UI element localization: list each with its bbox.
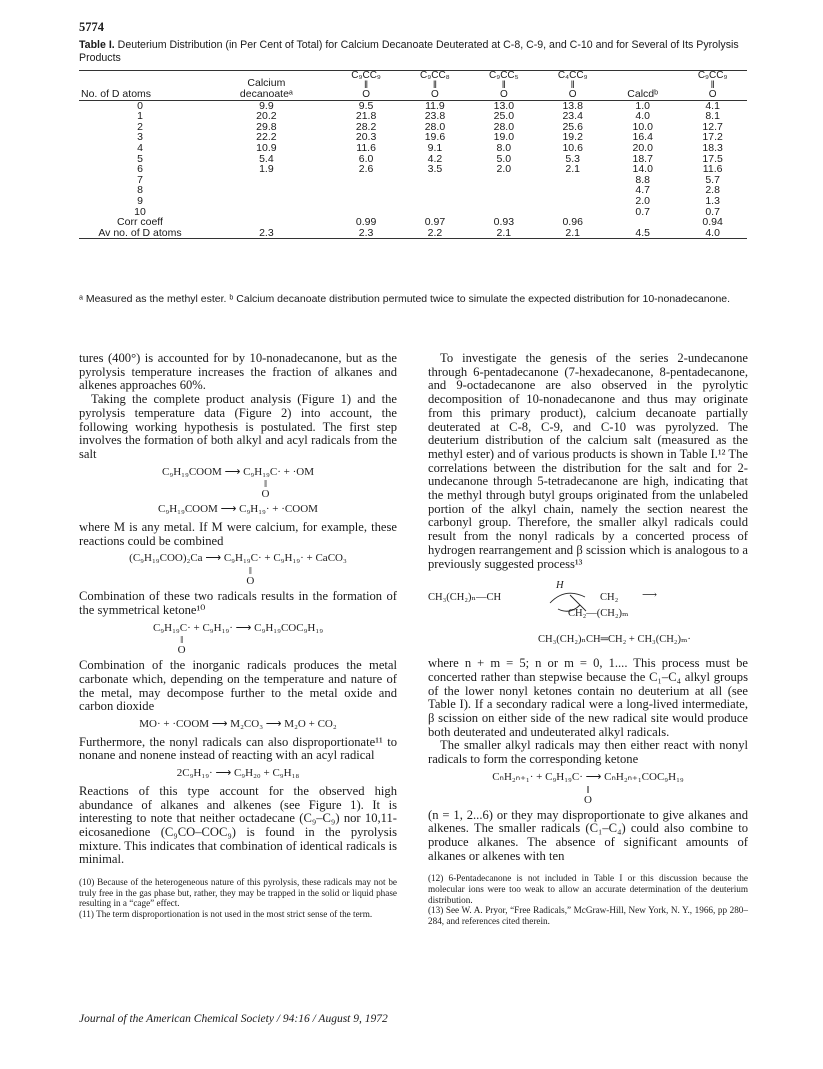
table-cell (201, 207, 332, 218)
row-label: 6 (137, 163, 143, 176)
table-cell (201, 175, 332, 186)
table-cell: 4.0 (635, 110, 650, 123)
table-cell: 2.8 (705, 184, 720, 197)
table-cell: 1.3 (705, 194, 720, 207)
footnote-13: (13) See W. A. Pryor, “Free Radicals,” McGraw-Hill, New York, N. Y., 1966, pp 280–284, and references cited therein. (428, 905, 748, 926)
table-cell: 8.8 (635, 173, 650, 186)
table-cell: 11.9 (425, 99, 445, 112)
row-label: 9 (137, 194, 143, 207)
table-cell (469, 185, 538, 196)
table-cell: 16.4 (632, 131, 653, 144)
table-cell: 5.3 (565, 152, 580, 165)
table-cell: 5.0 (496, 152, 512, 165)
row-label: 8 (137, 184, 143, 197)
table-cell (400, 185, 469, 196)
row-label: 7 (137, 173, 143, 186)
table-cell (332, 175, 401, 186)
table-cell (538, 175, 607, 186)
scheme-left-text: CH₃(CH₂)ₙ—CH (428, 592, 502, 604)
table-cell (469, 196, 538, 207)
table-cell: 10.0 (632, 120, 653, 133)
header-c9cc9-a: C₉CC₉ ‖ O (332, 71, 401, 101)
table-cell: 11.6 (356, 141, 376, 154)
scission-scheme (428, 579, 748, 657)
header-calcium: Calcium decanoateᵃ (201, 71, 332, 101)
table-cell (400, 175, 469, 186)
table-cell: 10.9 (256, 141, 277, 154)
table-cell: 5.7 (705, 173, 720, 186)
table-cell: 2.1 (469, 228, 538, 239)
table-cell: 1.0 (635, 99, 650, 112)
row-label: 2 (137, 120, 143, 133)
right-paragraph-4: (n = 1, 2...6) or they may disproportionate to give alkanes and alkenes. The smaller radicals (C₁–C₄) could also combine to produce alkanes. The absence of significant amounts of alkanes or alkenes with ten (428, 807, 748, 863)
table-cell: 0.93 (493, 216, 515, 229)
table-cell: 3.5 (427, 163, 443, 176)
footnote-11: (11) The term disproportionation is not used in the most strict sense of the term. (79, 908, 373, 919)
row-label: 1 (137, 110, 143, 123)
table-cell: 17.2 (702, 131, 723, 144)
table-cell (201, 196, 332, 207)
table-footnote: ᵃ Measured as the methyl ester. ᵇ Calcium decanoate distribution permuted twice to simulate the expected distribution for 10-nonadecanone. (79, 293, 731, 305)
table-cell: 0.94 (702, 216, 723, 229)
table-cell (332, 185, 401, 196)
table-caption (79, 39, 779, 64)
journal-footer: Journal of the American Chemical Society / 94:16 / August 9, 1972 (79, 1013, 388, 1025)
table-cell: 19.6 (424, 131, 446, 144)
table-cell: 13.8 (562, 99, 583, 112)
table-cell: 12.7 (702, 120, 723, 133)
table-cell: 4.5 (607, 228, 678, 239)
table-cell: 19.0 (493, 131, 515, 144)
right-paragraph-1: To investigate the genesis of the series 2-undecanone through 6-pentadecanone (7-hexadecanone, 8-pentadecanone, and 9-octadecanone are also observed in the pyrolytic decomposition of 10-nonadecanone and thus may originate from this primary product), calcium decanoate partially deuterated at C-8, C-9, and C-10 was pyrolyzed. The deuterium distribution of the calcium salt (measured as the methyl ester) and of various products is shown in Table I.¹² The correlations between the distribution for the salt and for 2-undecanone through 5-tetradecanone are high, indicating that the methyl through butyl groups originated from the unlabeled portion of the alkyl chain, namely the section nearest the carbonyl group. Therefore, the smaller alkyl radicals could result from the nonyl radicals by a concerted process of hydrogen rearrangement and β scission which is analogous to a previously suggested process¹³ (428, 351, 748, 571)
table-cell: 13.0 (493, 99, 515, 112)
row-label: 5 (137, 152, 143, 165)
left-paragraph-6: Furthermore, the nonyl radicals can also disproportionate¹¹ to nonane and nonene instead of reacting with an acyl radical (79, 734, 397, 763)
table-cell: 0.7 (705, 205, 720, 218)
row-label: 3 (137, 131, 143, 144)
right-column (428, 352, 748, 926)
table-cell: 23.4 (562, 110, 583, 123)
table-cell: 21.8 (355, 110, 377, 123)
equation-2: C₉H₁₉COOM ⟶ C₉H₁₉· + ·COOM (158, 503, 318, 516)
table-row (79, 143, 747, 154)
footnote-12: (12) 6-Pentadecanone is not included in Table I or this discussion because the molecular ions were too weak to allow an accurate determination of the deuterium distribution. (428, 873, 748, 905)
table-caption-text: Deuterium Distribution (in Per Cent of Total) for Calcium Decanoate Deuterated at C-8, C-9, and C-10 and for Several of Its Pyrolysis Products (79, 39, 739, 64)
page-number: 5774 (79, 20, 104, 34)
table-cell (400, 196, 469, 207)
table-cell (538, 196, 607, 207)
table-row (79, 196, 747, 207)
table-cell: 8.0 (496, 141, 512, 154)
equation-1: C₉H₁₉COOM ⟶ C₉H₁₉C· + ·OM ‖ O (162, 465, 314, 501)
table-cell: 9.9 (259, 99, 274, 112)
equation-4: C₉H₁₉C· + C₉H₁₉· ⟶ C₉H₁₉COC₉H₁₉ ‖ O (152, 621, 324, 657)
scheme-right-bottom: CH₂—(CH₂)ₘ (568, 608, 629, 620)
table-cell: 18.3 (702, 141, 723, 154)
table-cell (538, 185, 607, 196)
table-body (79, 100, 747, 239)
deuterium-table (79, 70, 747, 239)
table-cell: 22.2 (256, 131, 277, 144)
table-cell (201, 185, 332, 196)
table-cell: 2.3 (201, 228, 332, 239)
table-cell: 8.1 (705, 110, 720, 123)
table-cell: 20.0 (632, 141, 653, 154)
table-cell: 28.2 (355, 120, 377, 133)
table-cell: 4.0 (678, 228, 747, 239)
equation-6: 2C₉H₁₉· ⟶ C₉H₂₀ + C₉H₁₈ (176, 767, 300, 780)
header-c4cc9: C₄CC₉ ‖ O (538, 71, 607, 101)
left-paragraph-5: Combination of the inorganic radicals produces the metal carbonate which, depending on the temperature and nature of the metal, may decompose further to the metal oxide and carbon dioxide (79, 658, 397, 714)
scheme-curved-arrows (540, 585, 610, 615)
table-cell: 4.1 (705, 99, 720, 112)
scheme-h-label: H (556, 580, 564, 592)
table-cell: 2.0 (496, 163, 512, 176)
table-cell: 5.4 (259, 152, 274, 165)
scheme-right-top: CH₂ (600, 592, 619, 604)
table-header-row (79, 71, 747, 101)
table-cell (469, 175, 538, 186)
table-cell: 25.0 (493, 110, 515, 123)
equation-5: MO· + ·COOM ⟶ M₂CO₃ ⟶ M₂O + CO₂ (139, 718, 337, 731)
right-paragraph-3: The smaller alkyl radicals may then either react with nonyl radicals to form the corresponding ketone (428, 738, 748, 767)
row-label: 4 (137, 141, 143, 154)
left-column (79, 352, 397, 919)
table-row (79, 228, 747, 239)
equation-3: (C₉H₁₉COO)₂Ca ⟶ C₉H₁₉C· + C₉H₁₉· + CaCO₃ ‖ O (129, 552, 347, 588)
table-cell: 0.7 (635, 205, 650, 218)
left-paragraph-1: tures (400°) is accounted for by 10-nonadecanone, but as the pyrolysis temperature increases the fraction of alkanes and alkenes approaches 60%. (79, 351, 397, 393)
table-cell: 2.2 (400, 228, 469, 239)
table-cell: 18.7 (632, 152, 653, 165)
table-cell: 25.6 (562, 120, 583, 133)
table-row (79, 207, 747, 218)
table-cell: 28.0 (424, 120, 446, 133)
footnote-10: (10) Because of the heterogeneous nature of this pyrolysis, these radicals may not be truly free in the gas phase but, rather, they may be trapped in the solid or liquid phase resulting in a “cage” effect. (79, 877, 397, 909)
table-label: Table I. (79, 39, 115, 51)
row-label: 10 (134, 205, 146, 218)
table-cell: 19.2 (562, 131, 583, 144)
header-c9cc5: C₉CC₅ ‖ O (469, 71, 538, 101)
row-label: Corr coeff (117, 216, 163, 229)
table-cell: 17.5 (702, 152, 723, 165)
table-cell: 23.8 (424, 110, 446, 123)
table-cell: 14.0 (632, 163, 653, 176)
table-cell: 4.2 (427, 152, 443, 165)
right-paragraph-2: where n + m = 5; n or m = 0, 1.... This process must be concerted rather than stepwise because the C₁–C₄ alkyl groups of the lower nonyl ketones contain no deuterium at all (see Table I). If a secondary radical were a long-lived intermediate, β scission on either side of the new radical site would produce both deuterated and undeuterated alkyl radicals. (428, 656, 748, 739)
table-cell: 2.1 (538, 228, 607, 239)
equation-ketone: CₙH₂ₙ₊₁· + C₉H₁₉C· ⟶ CₙH₂ₙ₊₁COC₉H₁₉ ‖ O (492, 770, 684, 806)
table-cell: 0.97 (424, 216, 446, 229)
row-label: Av no. of D atoms (79, 228, 201, 239)
table-cell: 9.1 (427, 141, 443, 154)
left-paragraph-2: Taking the complete product analysis (Figure 1) and the pyrolysis temperature data (Figure 2) into account, the following working hypothesis is postulated. The first step involves the formation of both alkyl and acyl radicals from the salt (79, 392, 397, 461)
table-cell: 2.3 (332, 228, 401, 239)
table-cell: 20.2 (256, 110, 277, 123)
header-calcd: Calcdᵇ (607, 71, 678, 101)
table-cell: 2.6 (358, 163, 374, 176)
header-c9cc8: C₉CC₈ ‖ O (400, 71, 469, 101)
scheme-product: CH₃(CH₂)ₙCH═CH₂ + CH₃(CH₂)ₘ· (538, 634, 691, 646)
table-cell: 0.96 (562, 216, 583, 229)
table-cell: 2.0 (635, 194, 650, 207)
table-cell: 4.7 (635, 184, 650, 197)
left-paragraph-3: where M is any metal. If M were calcium, for example, these reactions could be combined (79, 520, 397, 548)
table-cell: 6.0 (358, 152, 374, 165)
header-c9cc9-b: C₉CC₉ ‖ O (678, 71, 747, 101)
header-d-atoms: No. of D atoms (79, 71, 201, 101)
table-cell (332, 196, 401, 207)
table-cell: 11.6 (702, 163, 723, 176)
left-paragraph-7: Reactions of this type account for the observed high abundance of alkanes and alkenes (see Figure 1). It is interesting to note that neither octadecane (C₉–C₉) nor 10,11-eicosanedione (C₉CO–COC₉) is found in the pyrolysis mixture. This indicates that combination of identical radicals is minimal. (79, 783, 397, 867)
table-cell: 9.5 (358, 99, 374, 112)
table-cell: 28.0 (493, 120, 515, 133)
row-label: 0 (137, 99, 143, 112)
table-cell: 10.6 (562, 141, 583, 154)
table-cell: 29.8 (256, 120, 277, 133)
left-paragraph-4: Combination of these two radicals results in the formation of the symmetrical ketone¹⁰ (79, 589, 397, 617)
scheme-arrow: ⟶ (642, 590, 658, 602)
table-cell: 2.1 (565, 163, 580, 176)
table-cell: 20.3 (355, 131, 377, 144)
table-cell: 1.9 (259, 163, 274, 176)
table-cell: 0.99 (355, 216, 377, 229)
